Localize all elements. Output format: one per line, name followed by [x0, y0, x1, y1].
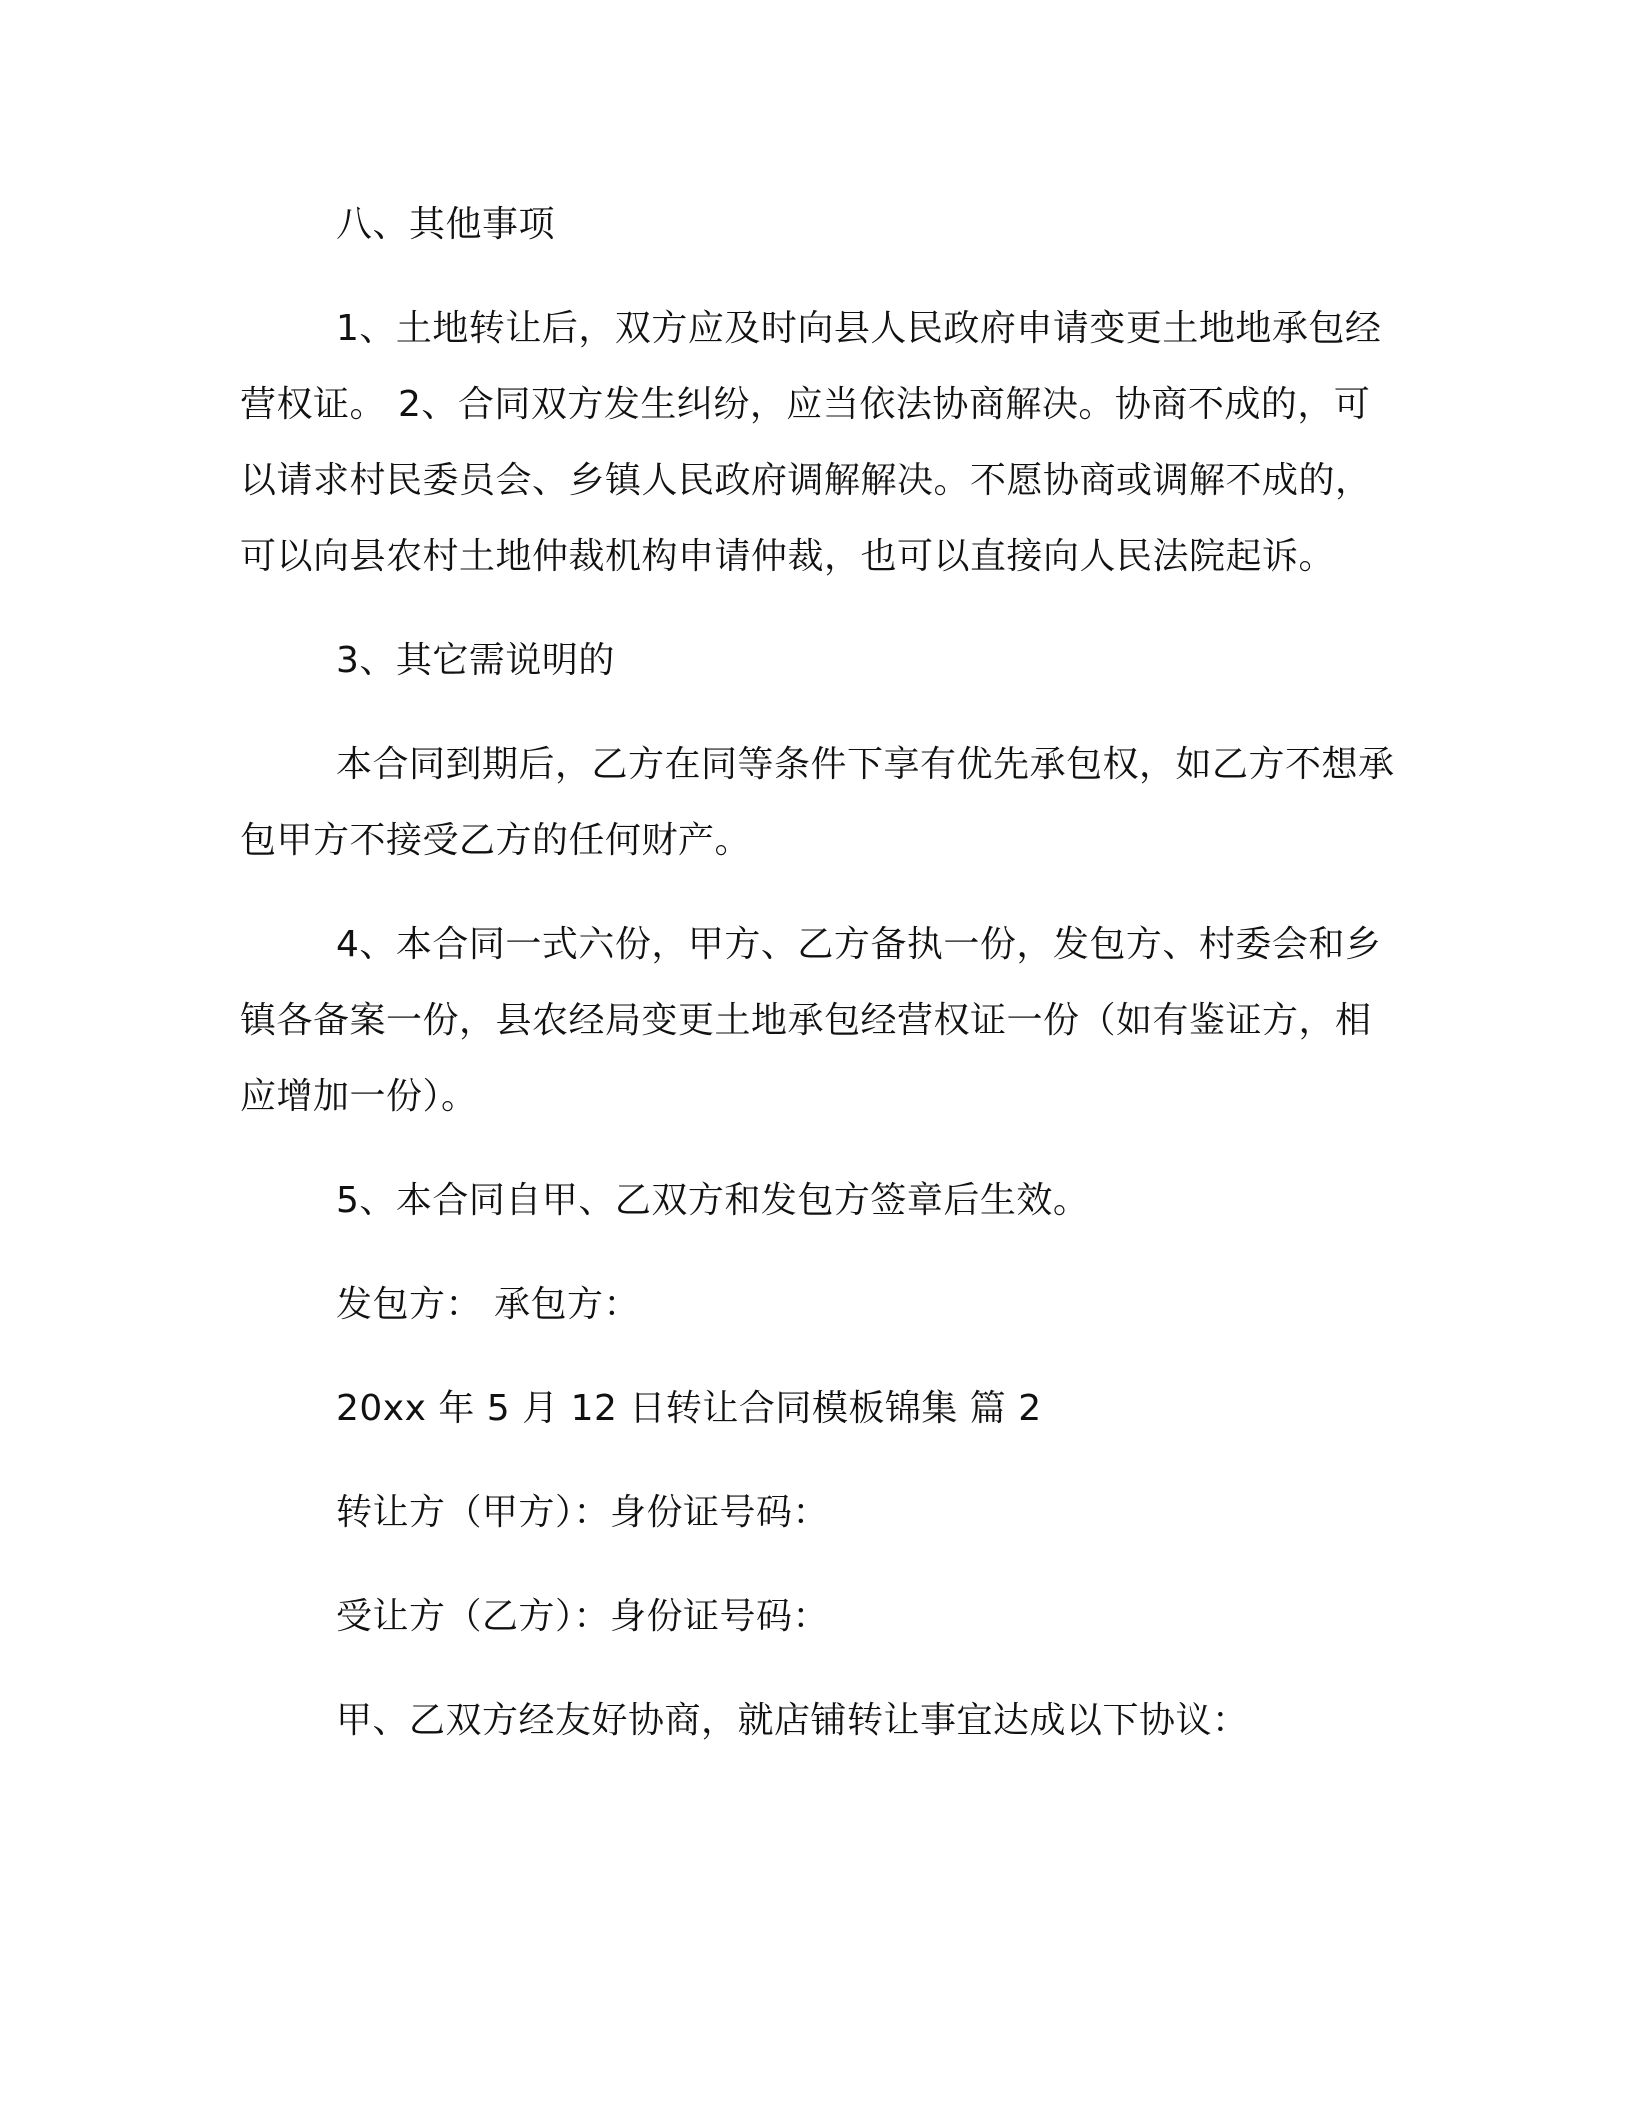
section-heading: 八、其他事项 [336, 204, 556, 245]
party-line: 受让方（乙方）：身份证号码： [336, 1596, 830, 1637]
clause-heading: 3、其它需说明的 [336, 640, 615, 681]
document-body [240, 187, 1400, 1787]
document-subtitle: 20xx 年 5 月 12 日转让合同模板锦集 篇 2 [336, 1388, 1042, 1429]
signature-line: 发包方： 承包方： [336, 1284, 640, 1325]
clause-paragraph: 本合同到期后，乙方在同等条件下享有优先承包权，如乙方不想承包甲方不接受乙方的任何财产。 [240, 744, 1395, 861]
clause-paragraph: 4、本合同一式六份，甲方、乙方备执一份，发包方、村委会和乡镇各备案一份，县农经局变更土地承包经营权证一份（如有鉴证方，相应增加一份）。 [240, 924, 1382, 1117]
clause-paragraph: 甲、乙双方经友好协商，就店铺转让事宜达成以下协议： [336, 1700, 1249, 1741]
clause-paragraph: 5、本合同自甲、乙双方和发包方签章后生效。 [336, 1180, 1090, 1221]
clause-paragraph: 1、土地转让后，双方应及时向县人民政府申请变更土地地承包经营权证。 2、合同双方发生纠纷，应当依法协商解决。协商不成的，可以请求村民委员会、乡镇人民政府调解解决。不愿协商或调解不成的，可以向县农村土地仲裁机构申请仲裁，也可以直接向人民法院起诉。 [240, 308, 1382, 577]
party-line: 转让方（甲方）：身份证号码： [336, 1492, 830, 1533]
